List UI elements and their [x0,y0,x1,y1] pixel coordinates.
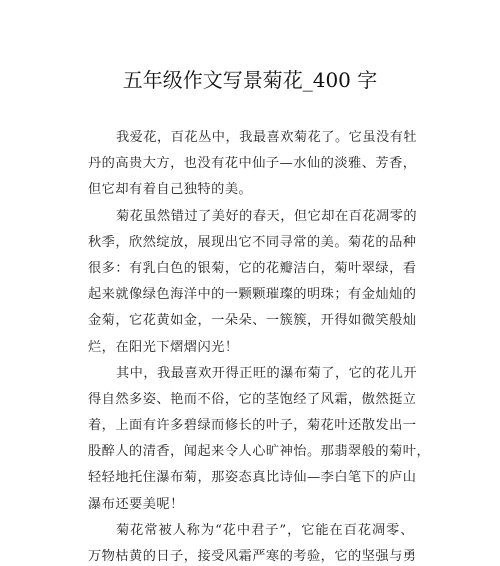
essay-line: 瀑布还要美呢！ [88,496,184,512]
essay-line: 股醉人的清香，闻起来令人心旷神怡。那翡翠般的菊叶， [88,444,431,460]
essay-line: 其中，我最喜欢开得正旺的瀑布菊了，它的花儿开 [116,365,418,381]
essay-line: 秋季，欣然绽放，展现出它不同寻常的美。菊花的品种 [88,234,417,250]
essay-line: 但它却有着自己独特的美。 [88,182,253,198]
essay-line: 起来就像绿色海洋中的一颗颗璀璨的明珠；有金灿灿的 [88,287,417,303]
essay-body [88,125,431,566]
essay-line: 万物枯黄的日子，接受风霜严寒的考验，它的坚强与勇 [88,549,417,564]
essay-line: 着，上面有许多碧绿而修长的叶子，菊花叶还散发出一 [88,418,417,434]
essay-line: 得自然多姿、艳而不俗，它的茎饱经了风霜，傲然挺立 [88,391,417,407]
essay-line: 丹的高贵大方，也没有花中仙子—水仙的淡雅、芳香， [88,156,417,172]
document-title: 五年级作文写景菊花_400 字 [122,68,378,92]
essay-line: 菊花虽然错过了美好的春天，但它却在百花凋零的 [116,208,418,224]
essay-line: 轻轻地托住瀑布菊，那姿态真比诗仙—李白笔下的庐山 [88,470,417,486]
essay-line: 我爱花，百花丛中，我最喜欢菊花了。它虽没有牡 [116,130,418,145]
essay-line: 金菊，它花黄如金，一朵朵、一簇簇，开得如微笑般灿 [88,313,417,329]
essay-line: 菊花常被人称为“花中君子”，它能在百花凋零、 [116,522,414,538]
essay-line: 烂，在阳光下熠熠闪光！ [88,339,239,355]
essay-line: 很多：有乳白色的银菊，它的花瓣洁白，菊叶翠绿，看 [88,260,417,276]
